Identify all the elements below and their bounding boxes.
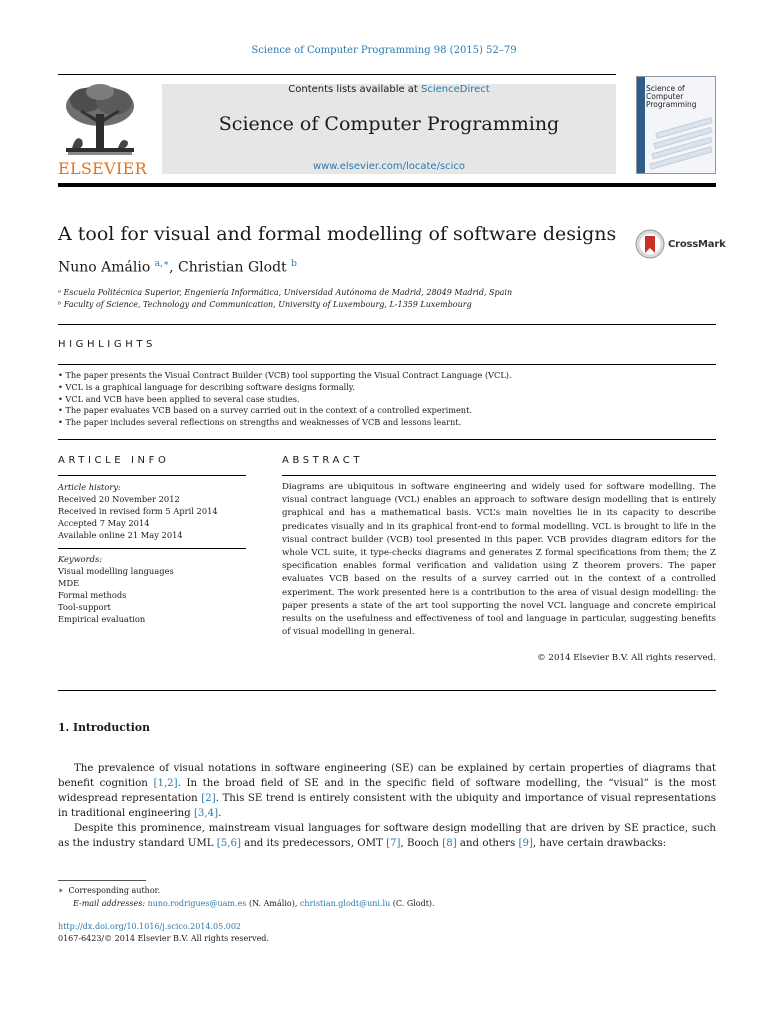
abstract-copyright: © 2014 Elsevier B.V. All rights reserved. (536, 653, 716, 663)
body-paragraph (58, 761, 716, 821)
contents-prefix: Contents lists available at (288, 84, 422, 95)
body-paragraph (58, 821, 716, 851)
paper-title: A tool for visual and formal modelling of software designs (58, 223, 617, 245)
affiliation: ᵇ Faculty of Science, Technology and Communication, University of Luxembourg, L-1359 Luxembourg (58, 300, 472, 309)
citation-link[interactable]: [9] (518, 838, 533, 849)
keyword: Formal methods (58, 590, 127, 600)
history-entry: Accepted 7 May 2014 (58, 518, 150, 528)
history-entry: Received in revised form 5 April 2014 (58, 506, 218, 516)
history-entry: Received 20 November 2012 (58, 494, 180, 504)
highlights-list (58, 370, 716, 429)
citation-link[interactable]: [2] (201, 793, 216, 804)
section-rule (58, 364, 716, 365)
issn-copyright: 0167-6423/© 2014 Elsevier B.V. All rights reserved. (58, 934, 269, 943)
masthead-rule (58, 183, 716, 187)
journal-reference[interactable]: Science of Computer Programming 98 (2015) 52–79 (251, 45, 517, 56)
author-list (58, 259, 297, 276)
keyword: Visual modelling languages (58, 566, 174, 576)
email-owner: (C. Glodt). (390, 899, 435, 908)
crossmark-icon[interactable] (635, 229, 665, 259)
keyword: Empirical evaluation (58, 614, 146, 624)
section-heading: 1. Introduction (58, 721, 150, 734)
email-owner: (N. Amálio), (246, 899, 300, 908)
highlight-item: • The paper includes several reflections on strengths and weaknesses of VCB and lessons learnt. (58, 417, 462, 428)
article-info-heading: ARTICLE INFO (58, 455, 170, 466)
abstract-text: Diagrams are ubiquitous in software engineering and widely used for software modelling. The visual contract language (VCL) enables an approach to software design modelling that is entirely graphical and has a mathematical basis. VCL’s main novelties lie in its capacity to describe predicates visually and in its graphical front-end to formal modelling. VCL is brought to life in the visual contract builder (VCB) tool presented in this paper. VCB provides diagram editors for the whole VCL suite, it type-checks diagrams and generates Z formal specifications from them; the Z specification enables formal verification and validation using Z theorem provers. The paper evaluates VCB based on the results of a survey carried out in the context of a controlled experiment. The work presented here is a contribution to the area of visual design modelling: the paper presents a state of the art tool supporting the novel VCL language and concrete empirical results on the usefulness and effectiveness of tool and language in particular, suggesting benefits of visual modelling in general. (282, 482, 716, 638)
section-rule (58, 690, 716, 691)
body-text: , have certain drawbacks: (532, 838, 667, 849)
highlight-item: • VCL and VCB have been applied to several case studies. (58, 393, 300, 404)
citation-link[interactable]: [3,4] (193, 808, 219, 819)
keyword: MDE (58, 578, 80, 588)
body-text: and its predecessors, OMT (240, 838, 387, 849)
author-affiliation-mark[interactable]: b (291, 259, 297, 269)
email-link[interactable]: nuno.rodrigues@uam.es (147, 899, 247, 908)
body-text: . (218, 808, 222, 819)
citation-link[interactable]: [5,6] (216, 838, 241, 849)
footnote-mark: ∗ (58, 886, 64, 895)
section-rule (58, 324, 716, 325)
citation-link[interactable]: [7] (386, 838, 401, 849)
highlight-item: • The paper presents the Visual Contract Builder (VCB) tool supporting the Visual Contract Language (VCL). (58, 370, 512, 380)
citation-link[interactable]: [8] (442, 838, 457, 849)
journal-url-link[interactable]: www.elsevier.com/locate/scico (312, 161, 466, 172)
history-label: Article history: (58, 482, 121, 492)
section-rule (282, 475, 716, 476)
header-rule (58, 74, 616, 75)
elsevier-wordmark: ELSEVIER (58, 159, 147, 178)
affiliation: ᵃ Escuela Politécnica Superior, Engeniería Informática, Universidad Autónoma de Madrid, 28049 Madrid, Spain (58, 288, 513, 297)
footnote-rule (58, 880, 146, 881)
history-entry: Available online 21 May 2014 (58, 530, 183, 540)
highlights-heading: HIGHLIGHTS (58, 339, 156, 350)
cover-spine (637, 77, 645, 174)
author-affiliation-mark[interactable]: a,∗ (154, 259, 170, 269)
abstract-heading: ABSTRACT (282, 455, 364, 466)
contents-availability (162, 84, 616, 95)
author-name: Nuno Amálio (58, 259, 151, 276)
journal-name: Science of Computer Programming (218, 113, 560, 135)
doi-link[interactable]: http://dx.doi.org/10.1016/j.scico.2014.05.002 (58, 922, 241, 931)
article-history (58, 481, 248, 541)
author-name: Christian Glodt (177, 259, 287, 276)
keywords-label: Keywords: (58, 554, 103, 564)
footnote-emails (73, 899, 435, 908)
body-text: . In the broad field of SE and in the specific field of software modelling, the “visual” is the most widespread representation (58, 778, 717, 804)
sciencedirect-link[interactable]: ScienceDirect (421, 84, 490, 95)
body-text: The prevalence of visual notations in software engineering (SE) can be explained by certain properties of diagrams that benefit cognition (58, 763, 716, 789)
section-rule (58, 548, 246, 549)
highlight-item: • VCL is a graphical language for describing software designs formally. (58, 381, 355, 392)
footnote-text: Corresponding author. (68, 886, 161, 895)
email-label: E-mail addresses: (73, 899, 148, 908)
keyword: Tool-support (58, 602, 111, 612)
body-text: . This SE trend is entirely consistent with the ubiquity and importance of visual representations in traditional engineering (58, 793, 716, 819)
highlight-item: • The paper evaluates VCB based on a survey carried out in the context of a controlled experiment. (58, 405, 472, 416)
footnote-corresponding (58, 886, 160, 895)
email-link[interactable]: christian.glodt@uni.lu (299, 899, 391, 908)
body-text: Despite this prominence, mainstream visual languages for software design modelling that are driven by SE practice, such as the industry standard UML (58, 823, 716, 849)
crossmark-label[interactable]: CrossMark (668, 239, 726, 250)
journal-cover-thumbnail[interactable] (636, 76, 716, 174)
author-separator: , (169, 259, 178, 276)
body-text: and others (456, 838, 519, 849)
cover-title: Science of Computer Programming (646, 84, 697, 109)
body-text: , Booch (400, 838, 443, 849)
citation-link[interactable]: [1,2] (153, 778, 178, 789)
keywords (58, 553, 248, 625)
section-rule (58, 439, 716, 440)
section-rule (58, 475, 246, 476)
